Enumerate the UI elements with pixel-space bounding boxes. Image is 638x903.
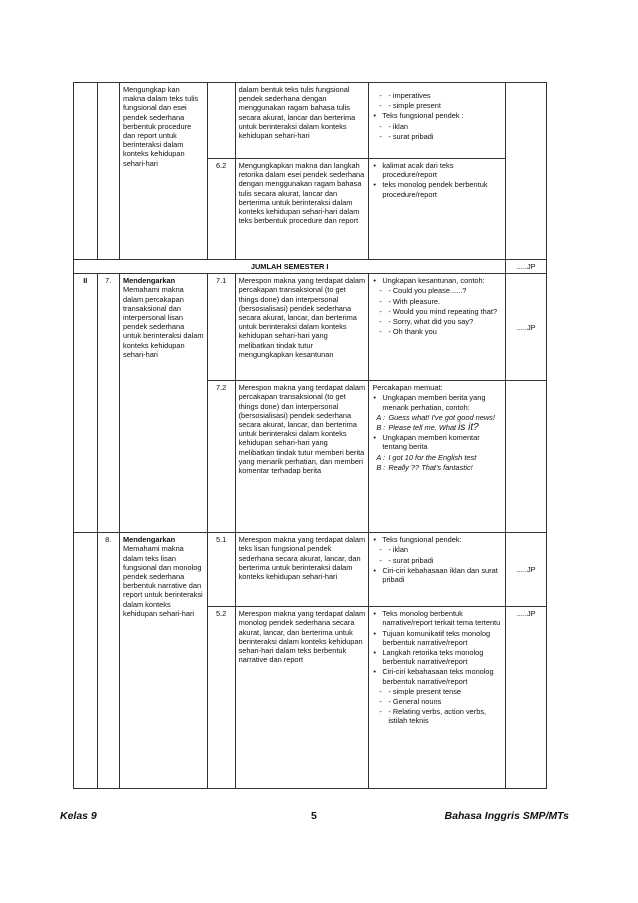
indicator-item: • Tujuan komunikatif teks monolog berbentuk narrative/report <box>372 629 502 647</box>
sk-text: Memahami makna dalam percakapan transaksional dan interpersonal lisan pendek sederhana untuk berinteraksi dalam konteks kehidupan sehari-hari <box>123 285 204 359</box>
sk-title: Mendengarkan <box>123 276 176 286</box>
indicator-label: Percakapan memuat: <box>372 383 443 393</box>
semester-cell <box>74 533 98 789</box>
dialogue-line <box>372 413 502 422</box>
indicator-item: - - iklan <box>372 545 502 554</box>
dialogue-line <box>372 423 502 432</box>
kd-text: Mengungkapkan makna dan langkah retorika dalam esei pendek sederhana dengan menggunakan ragam bahasa tulis secara akurat, lancar dan berterima untuk berinteraksi dalam konteks kehidupan sehari-hari dalam teks berbentuk procedure dan report <box>238 161 365 226</box>
table-row <box>74 83 547 159</box>
indicator-item: - - With pleasure. <box>372 297 502 306</box>
kd-text: Merespon makna yang terdapat dalam percakapan transaksional (to get things done) dan interpersonal (bersosialisasi) pendek sederhana secara akurat, lancar, dan berterima untuk berinteraksi dalam konteks kehidupan sehari-hari yang melibatkan tindak tutur memberi berita yang menarik perhatian, dan memberi komentar terhadap berita <box>238 383 366 476</box>
syllabus-table <box>73 82 547 789</box>
sk-text: Mengungkap kan makna dalam teks tulis fungsional dan esei pendek sederhana berbentuk procedure dan report untuk berinteraksi dalam konteks kehidupan sehari-hari <box>123 85 199 168</box>
dialogue-text-large: is it? <box>458 422 479 434</box>
kd-text: Merespon makna yang terdapat dalam percakapan transaksional (to get things done) dan interpersonal (bersosialisasi) pendek sederhana secara akurat, lancar, dan berterima untuk berinteraksi dalam konteks kehidupan sehari-hari yang melibatkan tindak tutur mengungkapkan kesantunan <box>238 276 366 359</box>
table-row <box>74 274 547 381</box>
standar-kompetensi-cell <box>120 533 208 789</box>
dialogue-line <box>372 463 502 472</box>
sk-text: Memahami makna dalam teks lisan fungsional dan monolog pendek sederhana berbentuk narrative dan report untuk berinteraksi dalam konteks kehidupan sehari-hari <box>123 544 203 618</box>
semester-total-value: .....JP <box>506 260 547 274</box>
indicator-item: • Ungkapan memberi berita yang menarik perhatian, contoh: <box>372 393 502 411</box>
semester-cell: II <box>74 274 98 533</box>
indikator-cell <box>369 381 506 533</box>
indicator-item: • Ungkapan memberi komentar tentang berita <box>372 433 502 451</box>
indicator-item: - - imperatives <box>372 91 502 100</box>
time-cell <box>506 83 547 260</box>
indikator-cell <box>369 83 506 159</box>
indicator-item: - - surat pribadi <box>372 132 502 141</box>
semester-total-row <box>74 260 547 274</box>
dialogue-text: Really ?? That's fantastic! <box>388 462 473 472</box>
footer-class-label: Kelas 9 <box>60 810 97 822</box>
speaker-label: A : <box>376 452 386 462</box>
sk-title: Mendengarkan <box>123 535 176 545</box>
semester-cell <box>74 83 98 260</box>
kompetensi-dasar-cell <box>235 159 369 260</box>
kompetensi-dasar-cell <box>235 274 369 381</box>
kompetensi-dasar-cell <box>235 381 369 533</box>
indicator-item: - - Could you please......? <box>372 286 502 295</box>
kd-number-cell: 6.2 <box>207 159 235 260</box>
kompetensi-dasar-cell <box>235 83 369 159</box>
time-cell <box>506 381 547 533</box>
indicator-item: • Ciri-ciri kebahasaan iklan dan surat pribadi <box>372 566 502 584</box>
footer-subject-label: Bahasa Inggris SMP/MTs <box>444 810 569 822</box>
dialogue-text: Guess what! I've got good news! <box>388 412 495 422</box>
speaker-label: A : <box>376 412 386 422</box>
kompetensi-dasar-cell <box>235 607 369 789</box>
sk-number-cell: 8. <box>97 533 119 789</box>
kompetensi-dasar-cell <box>235 533 369 607</box>
indicator-item: • Ungkapan kesantunan, contoh: <box>372 276 502 285</box>
indicator-item: • kalimat acak dari teks procedure/report <box>372 161 502 179</box>
kd-number-cell: 5.2 <box>207 607 235 789</box>
time-value: .....JP <box>516 322 536 332</box>
indicator-item: - - Would you mind repeating that? <box>372 307 502 316</box>
time-cell <box>506 274 547 381</box>
indicator-item: - - surat pribadi <box>372 556 502 565</box>
indicator-item: • Teks fungsional pendek : <box>372 111 502 120</box>
kd-text: Merespon makna yang terdapat dalam teks lisan fungsional pendek sederhana secara akurat, lancar, dan berterima untuk berinteraksi dalam konteks kehidupan sehari-hari <box>238 535 366 582</box>
indicator-item: - - Oh thank you <box>372 327 502 336</box>
table-row <box>74 533 547 607</box>
indicator-item: - - iklan <box>372 122 502 131</box>
page-number: 5 <box>311 810 317 822</box>
time-cell <box>506 533 547 607</box>
dialogue-text: I got 10 for the English test <box>388 452 477 462</box>
indicator-item: - - Relating verbs, action verbs, istilah teknis <box>372 707 502 725</box>
dialogue-line <box>372 453 502 462</box>
time-value: .....JP <box>516 609 536 619</box>
indicator-item: • Ciri-ciri kebahasaan teks monolog berbentuk narrative/report <box>372 667 502 685</box>
speaker-label: B : <box>376 462 386 472</box>
indicator-item: - - simple present <box>372 101 502 110</box>
sk-number-cell <box>97 83 119 260</box>
dialogue-text: Please tell me. What <box>388 423 457 433</box>
indicator-item: - - Sorry, what did you say? <box>372 317 502 326</box>
time-cell <box>506 607 547 789</box>
indikator-cell <box>369 607 506 789</box>
indicator-item: • teks monolog pendek berbentuk procedure/report <box>372 180 502 198</box>
syllabus-sheet <box>73 82 547 789</box>
kd-number-cell: 7.1 <box>207 274 235 381</box>
indicator-item: • Teks fungsional pendek: <box>372 535 502 544</box>
indikator-cell <box>369 274 506 381</box>
indikator-cell <box>369 159 506 260</box>
indikator-cell <box>369 533 506 607</box>
standar-kompetensi-cell <box>120 274 208 533</box>
indicator-item: - - General nouns <box>372 697 502 706</box>
time-value: .....JP <box>516 565 536 575</box>
indicator-item: - - simple present tense <box>372 687 502 696</box>
indicator-item: • Teks monolog berbentuk narrative/report terkait tema tertentu <box>372 609 502 627</box>
kd-number-cell: 5.1 <box>207 533 235 607</box>
standar-kompetensi-cell <box>120 83 208 260</box>
kd-text: Merespon makna yang terdapat dalam monolog pendek sederhana secara akurat, lancar, dan berterima untuk berinteraksi dalam konteks kehidupan sehari-hari dalam teks berbentuk narrative dan report <box>238 609 366 665</box>
semester-total-label: JUMLAH SEMESTER I <box>74 260 506 274</box>
kd-text: dalam bentuk teks tulis fungsional pendek sederhana dengan menggunakan ragam bahasa tulis secara akurat, lancar dan berterima untuk berinteraksi dalam konteks kehidupan sehari-hari <box>238 85 356 141</box>
indicator-item: • Langkah retorika teks monolog berbentuk narrative/report <box>372 648 502 666</box>
speaker-label: B : <box>376 423 386 433</box>
kd-number-cell <box>207 83 235 159</box>
sk-number-cell: 7. <box>97 274 119 533</box>
kd-number-cell: 7.2 <box>207 381 235 533</box>
